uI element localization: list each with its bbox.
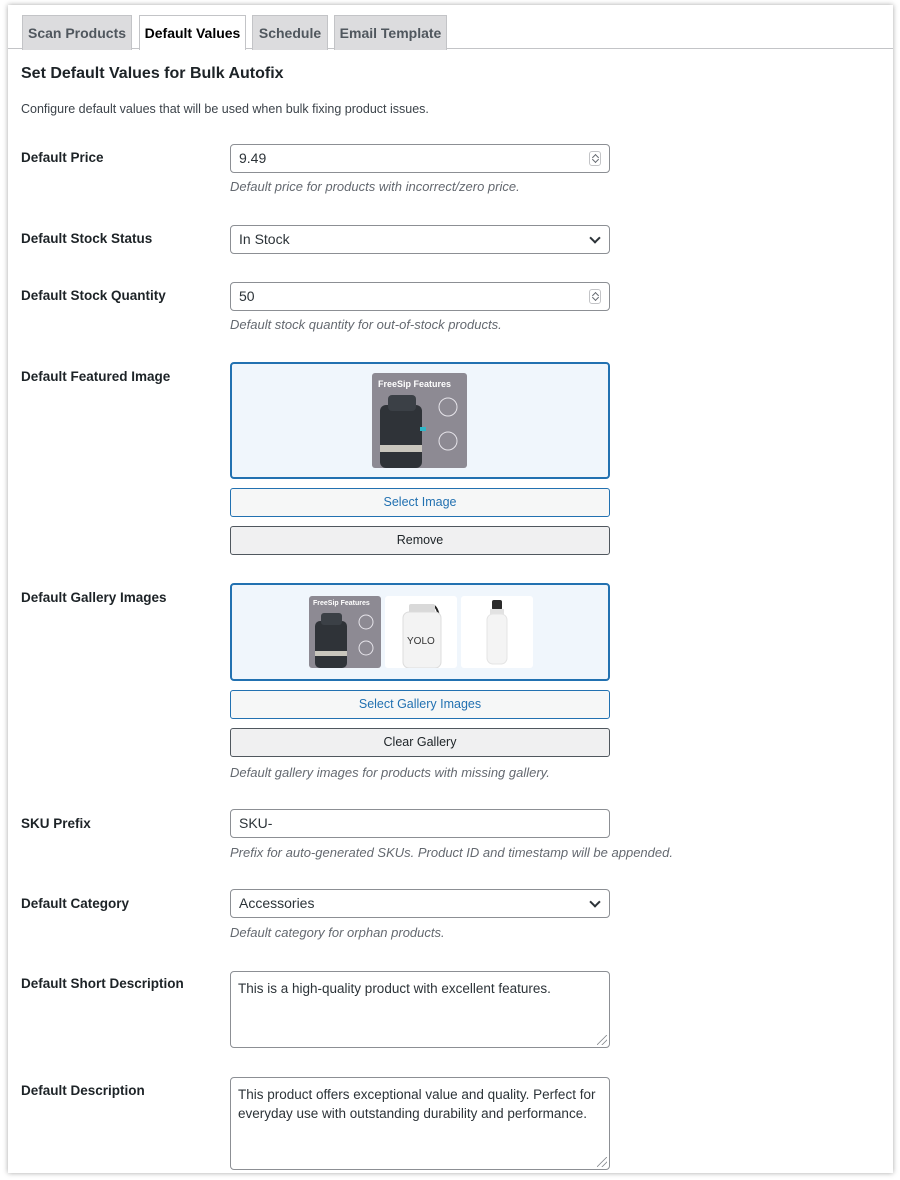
bottle-icon (309, 596, 381, 668)
sku-prefix-value: SKU- (239, 815, 273, 831)
default-gallery-images-label: Default Gallery Images (21, 590, 167, 605)
chevron-down-icon (589, 896, 600, 907)
tab-bar (8, 5, 893, 49)
thumbnail-title: FreeSip Features (378, 379, 452, 389)
gallery-thumbnail-2[interactable] (385, 596, 457, 668)
number-spinner-icon[interactable] (589, 289, 601, 304)
default-category-label: Default Category (21, 896, 130, 911)
gallery-thumbnail-title: FreeSip Features (313, 600, 370, 607)
default-short-description-value: This is a high-quality product with excellent features. (238, 981, 551, 996)
select-image-button[interactable]: Select Image (230, 488, 610, 517)
settings-card (8, 5, 893, 1173)
sku-prefix-description: Prefix for auto-generated SKUs. Product ID and timestamp will be appended. (230, 845, 673, 860)
default-stock-status-label: Default Stock Status (21, 231, 153, 246)
tab-schedule[interactable]: Schedule (252, 15, 328, 50)
number-spinner-icon[interactable] (589, 151, 601, 166)
default-category-value: Accessories (239, 895, 315, 911)
chevron-down-icon (589, 232, 600, 243)
bottle-icon (372, 373, 467, 468)
intro-text: Configure default values that will be used when bulk fixing product issues. (21, 102, 429, 116)
white-bottle-icon (385, 596, 457, 668)
featured-image-preview (230, 362, 610, 479)
bottle-brand-text: YOLO (407, 636, 435, 647)
sku-prefix-label: SKU Prefix (21, 816, 91, 831)
default-category-select[interactable] (230, 889, 610, 918)
tab-default-values[interactable]: Default Values (139, 15, 246, 50)
default-price-description: Default price for products with incorrect/zero price. (230, 179, 520, 194)
gallery-preview (230, 583, 610, 681)
select-gallery-images-button[interactable]: Select Gallery Images (230, 690, 610, 719)
default-stock-quantity-value: 50 (239, 288, 255, 304)
default-category-description: Default category for orphan products. (230, 925, 445, 940)
clear-gallery-button[interactable]: Clear Gallery (230, 728, 610, 757)
gallery-thumbnail-3[interactable] (461, 596, 533, 668)
default-description-value: This product offers exceptional value and quality. Perfect for everyday use with outstanding durability and performance. (238, 1087, 596, 1121)
default-featured-image-label: Default Featured Image (21, 369, 171, 384)
default-stock-quantity-input[interactable] (230, 282, 610, 311)
featured-image-thumbnail[interactable] (372, 373, 467, 468)
page-title: Set Default Values for Bulk Autofix (21, 65, 284, 82)
default-price-value: 9.49 (239, 150, 267, 166)
default-price-label: Default Price (21, 150, 104, 165)
remove-image-button[interactable]: Remove (230, 526, 610, 555)
white-bottle-icon (461, 596, 533, 668)
tab-email-template[interactable]: Email Template (334, 15, 447, 50)
gallery-thumbnail-1[interactable] (309, 596, 381, 668)
default-stock-quantity-description: Default stock quantity for out-of-stock products. (230, 317, 502, 332)
default-short-description-label: Default Short Description (21, 976, 184, 991)
resize-grip-icon[interactable] (597, 1157, 607, 1167)
default-price-input[interactable] (230, 144, 610, 173)
default-short-description-textarea[interactable] (230, 971, 610, 1048)
default-stock-quantity-label: Default Stock Quantity (21, 288, 166, 303)
resize-grip-icon[interactable] (597, 1035, 607, 1045)
default-description-label: Default Description (21, 1083, 145, 1098)
gallery-description: Default gallery images for products with missing gallery. (230, 765, 550, 780)
tab-scan-products[interactable]: Scan Products (22, 15, 132, 50)
default-stock-status-select[interactable] (230, 225, 610, 254)
default-description-textarea[interactable] (230, 1077, 610, 1170)
default-stock-status-value: In Stock (239, 231, 290, 247)
sku-prefix-input[interactable] (230, 809, 610, 838)
